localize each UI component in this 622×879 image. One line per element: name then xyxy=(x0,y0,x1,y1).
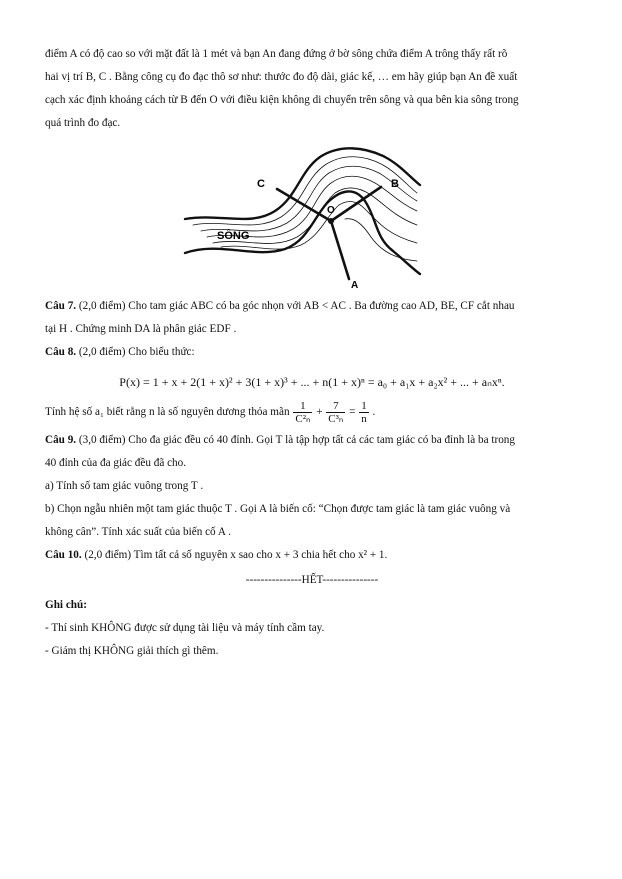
fraction-1: $\frac{1}{\text{C²ₙ}}$ xyxy=(295,400,311,425)
line-oa xyxy=(331,221,349,279)
river-figure xyxy=(45,141,577,293)
q7-line-1: Câu 7. (2,0 điểm) Cho tam giác ABC có ba góc nhọn với AB < AC . Ba đường cao AD, BE, CF cắt nhau xyxy=(45,300,515,312)
q8-heading: Câu 8. xyxy=(45,346,77,358)
q10-heading: Câu 10. xyxy=(45,549,82,561)
note-1: - Thí sinh KHÔNG được sử dụng tài liệu và máy tính cầm tay. xyxy=(45,622,325,634)
notes-title: Ghi chú: xyxy=(45,599,87,611)
label-c: C xyxy=(257,178,265,190)
fraction-3: $\frac{1}{n}$ xyxy=(361,400,367,425)
intro-line-1: điểm A có độ cao so với mặt đất là 1 mét và bạn An đang đứng ở bờ sông chứa điểm A trông thấy rất rõ xyxy=(45,48,508,60)
q9-part-b-2: không cân”. Tính xác suất của biến cố A . xyxy=(45,526,231,538)
exam-page xyxy=(45,43,579,663)
q8-line-1: Câu 8. (2,0 điểm) Cho biểu thức: xyxy=(45,346,195,358)
q10-line-1: Câu 10. (2,0 điểm) Tìm tất cả số nguyên x sao cho x + 3 chia hết cho x² + 1. xyxy=(45,549,388,561)
q8-line-2: Tính hệ số a₁ biết rằng n là số nguyên dương thỏa mãn $\frac{1}{\text{C²ₙ}}$ + $\frac{7}{\text{C³ₙ}}$ = $\frac{1}{n}$ . xyxy=(45,400,376,425)
end-mark: ---------------HẾT--------------- xyxy=(245,574,379,586)
q9-line-1: Câu 9. (3,0 điểm) Cho đa giác đều có 40 đỉnh. Gọi T là tập hợp tất cả các tam giác có ba đỉnh là ba trong xyxy=(45,434,515,446)
q9-line-2: 40 đỉnh của đa giác đều đã cho. xyxy=(45,457,187,469)
q7-line-2: tại H . Chứng minh DA là phân giác EDF . xyxy=(45,323,237,335)
point-o xyxy=(328,218,334,224)
q8-formula: P(x) = 1 + x + 2(1 + x)² + 3(1 + x)³ + ... + n(1 + x)ⁿ = a₀ + a₁x + a₂x² + ... + aₙxⁿ. xyxy=(119,375,505,389)
label-b: B xyxy=(391,178,399,190)
line-co xyxy=(277,189,331,221)
intro-line-3: cạch xác định khoảng cách từ B đến O với điều kiện không di chuyển trên sông và qua bên kia sông trong xyxy=(45,94,519,106)
q9-part-a: a) Tính số tam giác vuông trong T . xyxy=(45,480,204,492)
q7-heading: Câu 7. xyxy=(45,300,77,312)
intro-line-2: hai vị trí B, C . Bằng công cụ đo đạc thô sơ như: thước đo độ dài, giác kế, … em hãy giúp bạn An đề xuất xyxy=(45,71,518,83)
q9-heading: Câu 9. xyxy=(45,434,77,446)
intro-line-4: quá trình đo đạc. xyxy=(45,117,121,129)
label-a: A xyxy=(351,280,359,291)
note-2: - Giám thị KHÔNG giải thích gì thêm. xyxy=(45,645,219,657)
label-o: O xyxy=(327,205,335,216)
fraction-2: $\frac{7}{\text{C³ₙ}}$ xyxy=(328,400,344,425)
label-song: SÔNG xyxy=(217,230,250,242)
river-contour-2 xyxy=(201,166,417,231)
q9-part-b-1: b) Chọn ngẫu nhiên một tam giác thuộc T . Gọi A là biến cố: “Chọn được tam giác là tam giác vuông và xyxy=(45,503,511,515)
river-contour-1 xyxy=(193,157,417,225)
